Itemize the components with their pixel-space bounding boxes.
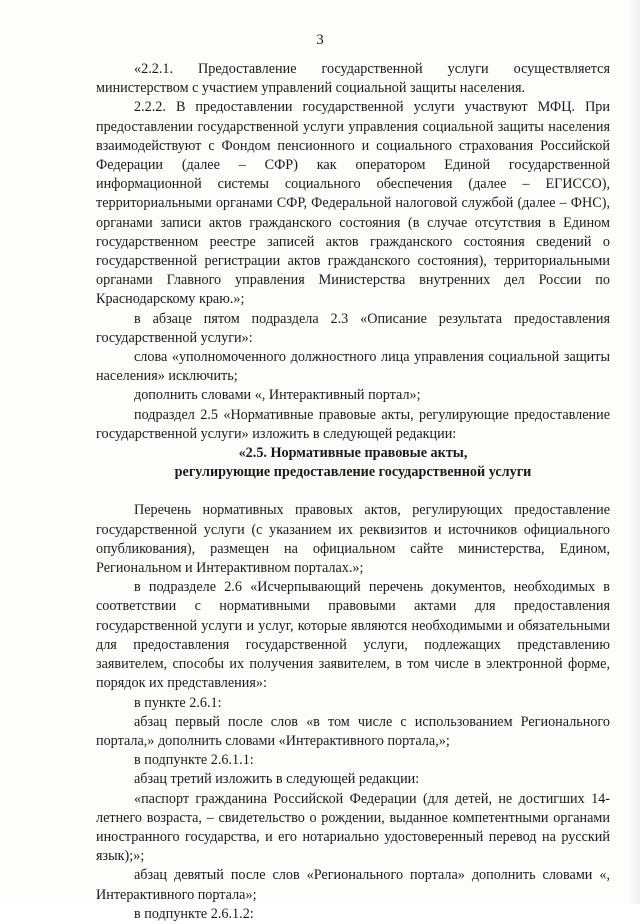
paragraph: 2.2.2. В предоставлении государственной услуги участвуют МФЦ. При предоставлении государственной услуги управления социальной защиты населения взаимодействуют с Фондом пенсионного и социального страхования Российской Федерации (далее – СФР) как оператором Единой государственной информационной системы социального обеспечения (далее – ЕГИССО), территориальными органами СФР, Федеральной налоговой службой (далее – ФНС), органами записи актов гражданского состояния (в случае отсутствия в Едином государственном реестре записей актов гражданского состояния сведений о государственной регистрации актов гражданского состояния), территориальными органами Главного управления Министерства внутренних дел России по Краснодарскому краю.»; [96, 99, 610, 308]
paragraph: в подпункте 2.6.1.1: [134, 752, 254, 769]
paragraph: абзац первый после слов «в том числе с использованием Регионального портала,» дополнить словами «Интерактивного портала,»; [96, 713, 610, 749]
paragraph: «паспорт гражданина Российской Федерации (для детей, не достигших 14-летнего возраста, – свидетельство о рождении, выданное компетентными органами иностранного государства, и его нотариально удостоверенный перевод на русский язык);»; [96, 790, 610, 865]
section-heading-line-2: регулирующие предоставление государственной услуги [174, 464, 532, 481]
paragraph: дополнить словами «, Интерактивный портал»; [134, 387, 421, 404]
paragraph: в пункте 2.6.1: [134, 694, 222, 711]
paragraph: Перечень нормативных правовых актов, регулирующих предоставление государственной услуги (с указанием их реквизитов и источников официального опубликования), размещен на официальном сайте министерства, Едином, Региональном и Интерактивном порталах.»; [96, 502, 610, 577]
section-heading-line-1: «2.5. Нормативные правовые акты, [238, 445, 468, 462]
blank-line [96, 482, 610, 501]
paragraph: слова «уполномоченного должностного лица управления социальной защиты населения» исключить; [96, 349, 610, 385]
page-number: 3 [316, 32, 324, 48]
paragraph: подраздел 2.5 «Нормативные правовые акты, регулирующие предоставление государственной услуги» изложить в следующей редакции: [96, 406, 610, 442]
scan-shadow [626, 0, 640, 904]
paragraph: абзац девятый после слов «Регионального портала» дополнить словами «, Интерактивного портала»; [96, 867, 610, 903]
paragraph: «2.2.1. Предоставление государственной услуги осуществляется министерством с участием управлений социальной защиты населения. [96, 61, 610, 97]
paragraph: абзац третий изложить в следующей редакции: [134, 771, 420, 788]
paragraph: в абзаце пятом подраздела 2.3 «Описание результата предоставления государственной услуги»: [96, 310, 610, 346]
paragraph: в подразделе 2.6 «Исчерпывающий перечень документов, необходимых в соответствии с нормативными правовыми актами для предоставления государственной услуги и услуг, которые являются необходимыми и обязательными для предоставления государственной услуги, подлежащих представлению заявителем, способы их получения заявителем, в том числе в электронной форме, порядок их представления»: [96, 579, 610, 692]
paragraph: в подпункте 2.6.1.2: [134, 905, 254, 922]
document-body [96, 60, 610, 924]
